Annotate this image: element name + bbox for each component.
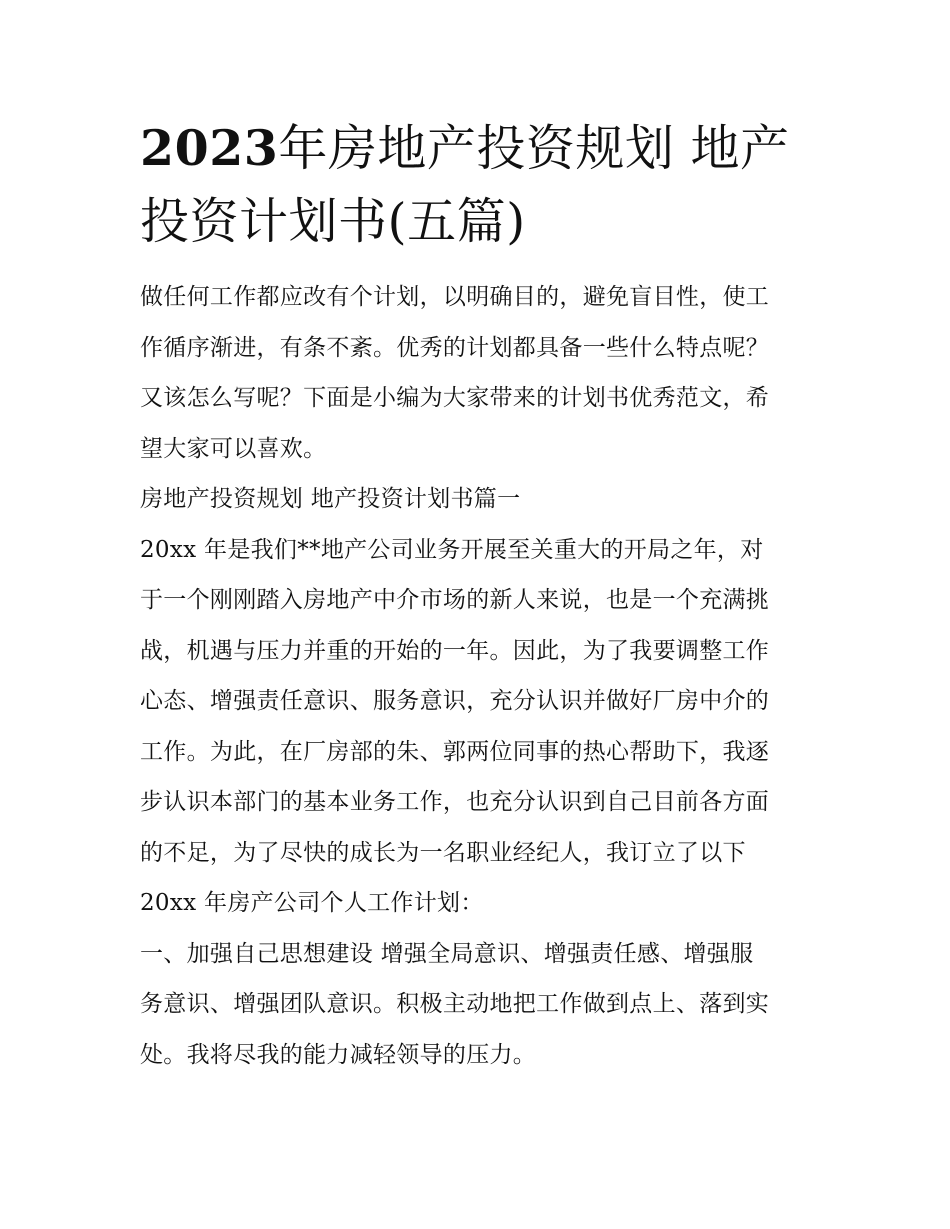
body-line: 的不足，为了尽快的成长为一名职业经纪人，我订立了以下 bbox=[140, 839, 746, 866]
body-line: 作循序渐进，有条不紊。优秀的计划都具备一些什么特点呢？ bbox=[140, 334, 770, 361]
document-body bbox=[140, 272, 816, 1080]
body-line: 做任何工作都应改有个计划，以明确目的，避免盲目性，使工 bbox=[140, 284, 770, 310]
body-line: 心态、增强责任意识、服务意识，充分认识并做好厂房中介的 bbox=[140, 688, 770, 714]
title-line-2: 投资计划书(五篇) bbox=[140, 193, 526, 250]
title-line-1-text: 年房地产投资规划 地产 bbox=[278, 120, 790, 177]
body-line: 20xx 年房产公司个人工作计划： bbox=[140, 890, 484, 916]
document-title bbox=[140, 112, 816, 258]
body-line: 步认识本部门的基本业务工作，也充分认识到自己目前各方面 bbox=[140, 789, 770, 815]
body-line: 望大家可以喜欢。 bbox=[140, 435, 327, 462]
body-line: 战，机遇与压力并重的开始的一年。因此，为了我要调整工作 bbox=[140, 637, 770, 664]
body-line: 于一个刚刚踏入房地产中介市场的新人来说，也是一个充满挑 bbox=[140, 587, 770, 613]
body-line: 处。我将尽我的能力减轻领导的压力。 bbox=[140, 1041, 537, 1068]
body-line: 20xx 年是我们**地产公司业务开展至关重大的开局之年，对 bbox=[140, 536, 764, 563]
body-line: 又该怎么写呢？下面是小编为大家带来的计划书优秀范文，希 bbox=[140, 385, 770, 411]
section-heading: 房地产投资规划 地产投资计划书篇一 bbox=[140, 486, 521, 512]
body-line: 一、加强自己思想建设 增强全局意识、增强责任感、增强服 bbox=[140, 940, 754, 967]
title-year: 2023 bbox=[140, 119, 279, 177]
body-line: 务意识、增强团队意识。积极主动地把工作做到点上、落到实 bbox=[140, 991, 770, 1017]
body-line: 工作。为此，在厂房部的朱、郭两位同事的热心帮助下，我逐 bbox=[140, 738, 770, 765]
document-page bbox=[140, 112, 816, 1080]
title-line-1 bbox=[140, 112, 816, 185]
